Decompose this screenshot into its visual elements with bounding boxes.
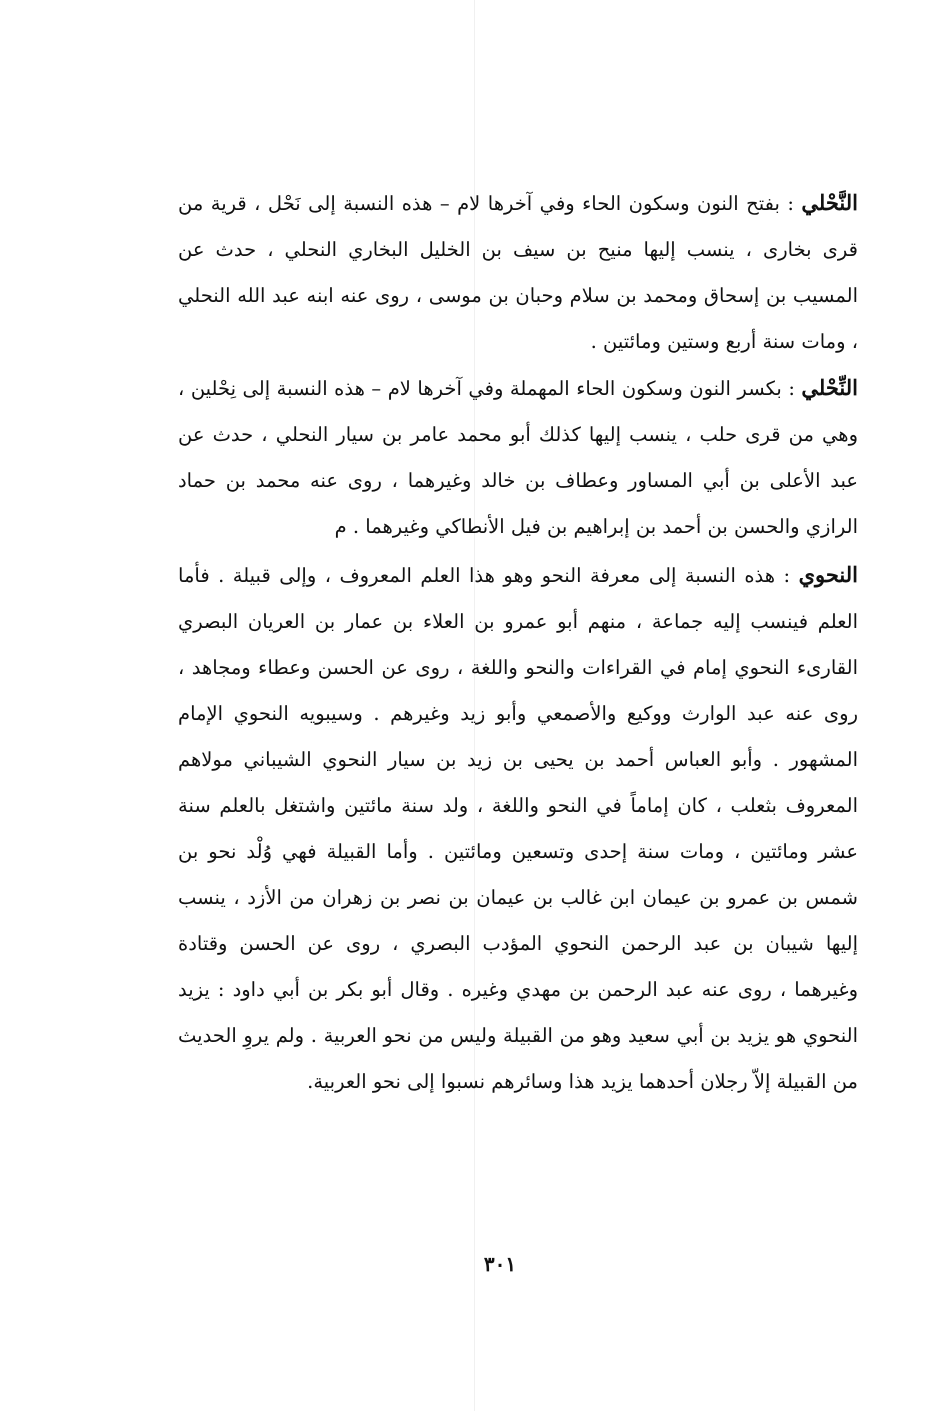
entry-nahli-fath <box>178 180 858 365</box>
page-number: ٣٠١ <box>483 1252 517 1276</box>
entry-nahli-kasr <box>178 365 858 550</box>
entry-body: بكسر النون وسكون الحاء المهملة وفي آخرها لام – هذه النسبة إلى نِحْلين ، وهي من قرى حلب ، ينسب إليها كذلك أبو محمد عامر بن سيار النحلي ، حدث عن عبد الأعلى بن أبي المساور وعطاف بن خالد وغيرهما ، روى عنه محمد بن حماد الرازي والحسن بن أحمد بن إبراهيم بن فيل الأنطاكي وغيرهما . م <box>178 377 858 538</box>
entry-separator: : <box>779 192 802 215</box>
entry-headword: النَّحْلي <box>801 190 858 215</box>
entry-headword: النِّحْلي <box>801 375 859 400</box>
entry-body: بفتح النون وسكون الحاء وفي آخرها لام – هذه النسبة إلى نَحْل ، قرية من قرى بخارى ، ينسب إليها منيح بن سيف بن الخليل البخاري النحلي ، حدث عن المسيب بن إسحاق ومحمد بن سلام وحبان بن موسى ، روى عنه ابنه عبد الله النحلي ، ومات سنة أربع وستين ومائتين . <box>178 192 858 353</box>
entry-separator: : <box>781 377 802 400</box>
main-text <box>178 180 858 1105</box>
entry-nahwi <box>178 552 858 1105</box>
entry-body: هذه النسبة إلى معرفة النحو وهو هذا العلم المعروف ، وإلى قبيلة . فأما العلم فينسب إليه جماعة ، منهم أبو عمرو بن العلاء بن عمار بن العريان البصري القارىء النحوي إمام في القراءات والنحو واللغة ، روى عن الحسن وعطاء ومجاهد ، روى عنه عبد الوارث ووكيع والأصمعي وأبو زيد وغيرهم . وسيبويه النحوي الإمام المشهور . وأبو العباس أحمد بن يحيى بن زيد بن سيار النحوي الشيباني مولاهم المعروف بثعلب ، كان إماماً في النحو واللغة ، ولد سنة مائتين واشتغل بالعلم سنة عشر ومائتين ، ومات سنة إحدى وتسعين ومائتين . وأما القبيلة فهي وُلْد نحو بن شمس بن عمرو بن عيمان ابن غالب بن عيمان بن نصر بن زهران من الأزد ، ينسب إليها شيبان بن عبد الرحمن النحوي المؤدب البصري ، روى عن الحسن وقتادة وغيرهما ، روى عنه عبد الرحمن بن مهدي وغيره . وقال أبو بكر بن أبي داود : يزيد النحوي هو يزيد بن أبي سعيد وهو من القبيلة وليس من نحو العربية . ولم يروِ الحديث من القبيلة إلاّ رجلان أحدهما يزيد هذا وسائرهم نسبوا إلى نحو العربية. <box>178 564 858 1093</box>
entry-separator: : <box>775 564 799 587</box>
entry-headword: النحوي <box>798 562 859 587</box>
